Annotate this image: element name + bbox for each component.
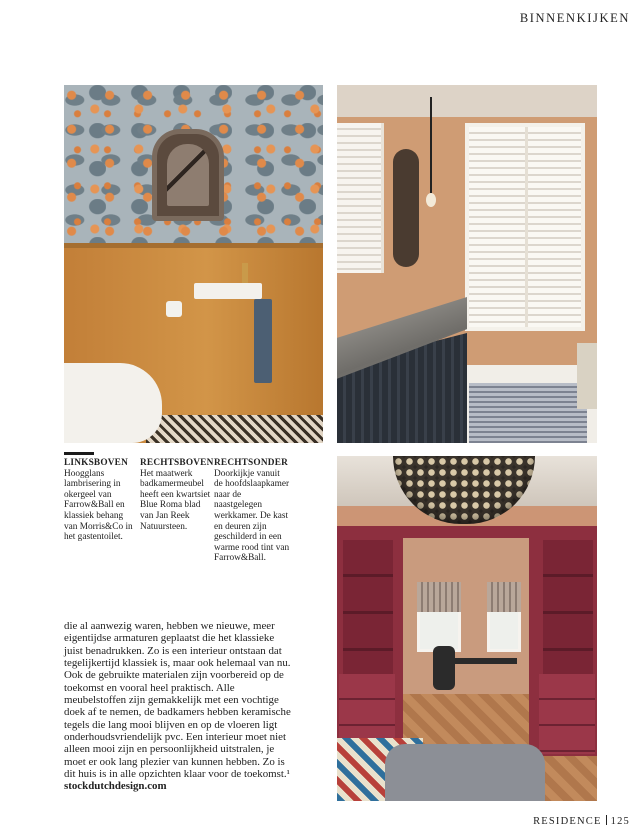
toilet xyxy=(64,363,162,443)
article-body xyxy=(64,620,294,793)
bookshelf xyxy=(343,540,393,690)
rug xyxy=(469,383,587,443)
caption-title: LINKSBOVEN xyxy=(64,458,128,468)
end-mark: ¹ xyxy=(286,768,290,781)
caption-bottom-right xyxy=(214,458,290,564)
caption-text: Hoogglans lambrisering in okergeel van Farrow&Ball en klassiek behang van Morris&Co in het gastentoilet. xyxy=(64,468,133,543)
caption-title: RECHTSBOVEN xyxy=(140,458,214,468)
caption-title: RECHTSONDER xyxy=(214,458,289,468)
section-label: BINNENKIJKEN xyxy=(519,11,630,25)
window-shutters xyxy=(337,123,384,273)
sink xyxy=(194,283,262,299)
article-paragraph: die al aanwezig waren, hebben we nieuwe, meer eigentijdse armaturen geplaatst die het klassieke juist benadrukken. Zo is een interieur ontstaan dat tegelijkertijd klassiek is, maar ook helemaal van nu. xyxy=(64,620,291,670)
mirror xyxy=(393,149,419,267)
bed xyxy=(385,744,545,801)
website-link[interactable]: stockdutchdesign.com xyxy=(64,780,167,793)
page-footer xyxy=(533,815,630,827)
desk xyxy=(447,658,517,664)
photo-bathroom xyxy=(337,85,597,443)
caption-rule xyxy=(64,452,94,455)
magazine-name: RESIDENCE xyxy=(533,816,602,827)
caption-top-right xyxy=(140,458,212,532)
photo-bedroom-study xyxy=(337,456,597,801)
mirror xyxy=(152,129,224,221)
caption-text: Doorkijkje vanuit de hoofdslaapkamer naar de naastgelegen werkkamer. De kast en deuren zijn geschilderd in een warme rood tint van Farrow&Ball. xyxy=(214,468,290,564)
towel xyxy=(254,299,272,383)
office-chair xyxy=(433,646,455,690)
pendant-lamp xyxy=(426,193,436,207)
article-paragraph: Ook de gebruikte materialen zijn voorbereid op de toekomst en vooral heel praktisch. Alle meubelstoffen zijn gemakkelijk met een vochtige doek af te nemen, de badkamers hebben keramische tegels die lang mooi blijven en op de vloeren ligt onderhoudsvriendelijk pvc. Een interieur moet niet alleen mooi zijn en persoonlijkheid uitstralen, je moet er ook lang plezier van kunnen hebben. Zo is dit huis is in alle opzichten klaar voor de toekomst.¹ xyxy=(64,669,291,781)
window-shutters xyxy=(465,123,585,331)
caption-text: Het maatwerk badkamermeubel heeft een kwartsiet Blue Roma blad van Jan Reek Natuursteen. xyxy=(140,468,211,532)
page-number: 125 xyxy=(610,816,630,827)
captions xyxy=(64,458,290,578)
photo-guest-toilet xyxy=(64,85,323,443)
caption-top-left xyxy=(64,458,136,543)
bookshelf xyxy=(543,540,593,690)
